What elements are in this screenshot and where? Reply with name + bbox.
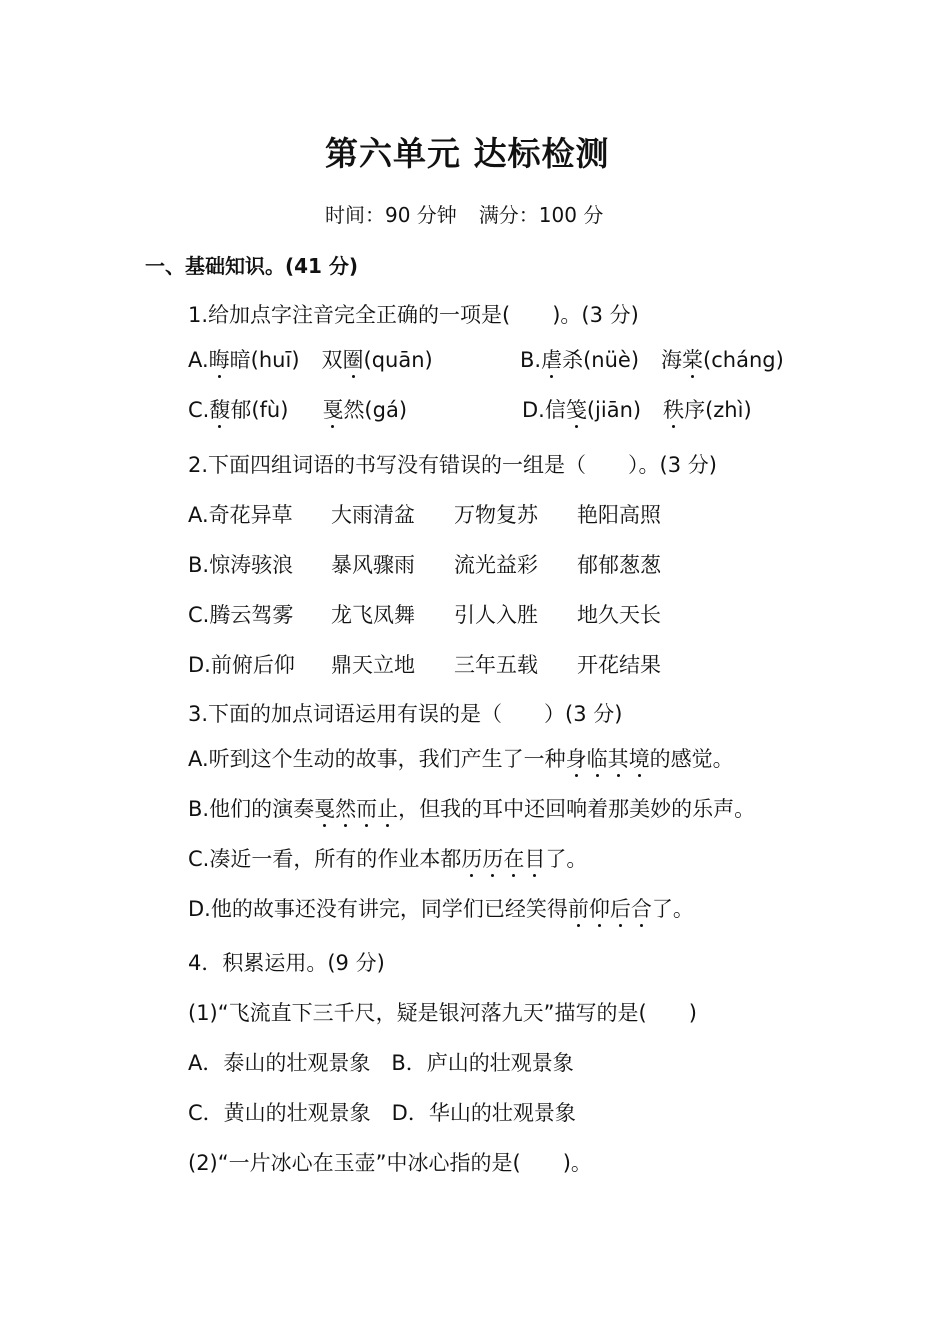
exam-time: 时间：90 分钟 (325, 203, 457, 227)
exam-score: 满分：100 分 (478, 203, 604, 227)
question-2-stem: 2.下面四组词语的书写没有错误的一组是（ ）。(3 分) (188, 453, 717, 477)
q4-part-2: (2)“一片冰心在玉壶”中冰心指的是( )。 (188, 1151, 592, 1175)
exam-meta (325, 201, 603, 229)
q3-option-b: B.他们的演奏戛然而止，但我的耳中还回响着那美妙的乐声。 (188, 797, 756, 821)
q2-option-row: A.奇花异草 大雨清盆 万物复苏 艳阳高照 (188, 503, 661, 527)
q1-option-a: A.晦暗(huī) 双圈(quān) (188, 348, 433, 372)
q2-option-row: C.腾云驾雾 龙飞凤舞 引人入胜 地久天长 (188, 603, 661, 627)
section-heading: 一、基础知识。(41 分) (145, 254, 359, 278)
q3-option-c: C.凑近一看，所有的作业本都历历在目了。 (188, 847, 588, 871)
question-1-stem: 1.给加点字注音完全正确的一项是( )。(3 分) (188, 303, 639, 327)
q1-option-c: C.馥郁(fù) 戛然(gá) (188, 398, 408, 422)
q2-option-row: B.惊涛骇浪 暴风骤雨 流光益彩 郁郁葱葱 (188, 553, 661, 577)
q3-option-a: A.听到这个生动的故事，我们产生了一种身临其境的感觉。 (188, 747, 734, 771)
q4-part-1: (1)“飞流直下三千尺，疑是银河落九天”描写的是( ) (188, 1001, 697, 1025)
q3-option-d: D.他的故事还没有讲完，同学们已经笑得前仰后合了。 (188, 897, 694, 921)
q4-part-1-options-cd: C．黄山的壮观景象 D．华山的壮观景象 (188, 1101, 576, 1125)
q2-option-row: D.前俯后仰 鼎天立地 三年五载 开花结果 (188, 653, 661, 677)
page-title: 第六单元 达标检测 (325, 134, 610, 173)
q1-option-d: D.信笺(jiān) 秩序(zhì) (522, 398, 752, 422)
question-3-stem: 3.下面的加点词语运用有误的是（ ）(3 分) (188, 702, 623, 726)
q1-option-b: B.虐杀(nüè) 海棠(cháng) (520, 348, 784, 372)
q4-part-1-options-ab: A．泰山的壮观景象 B．庐山的壮观景象 (188, 1051, 574, 1075)
question-4-stem: 4．积累运用。(9 分) (188, 951, 385, 975)
